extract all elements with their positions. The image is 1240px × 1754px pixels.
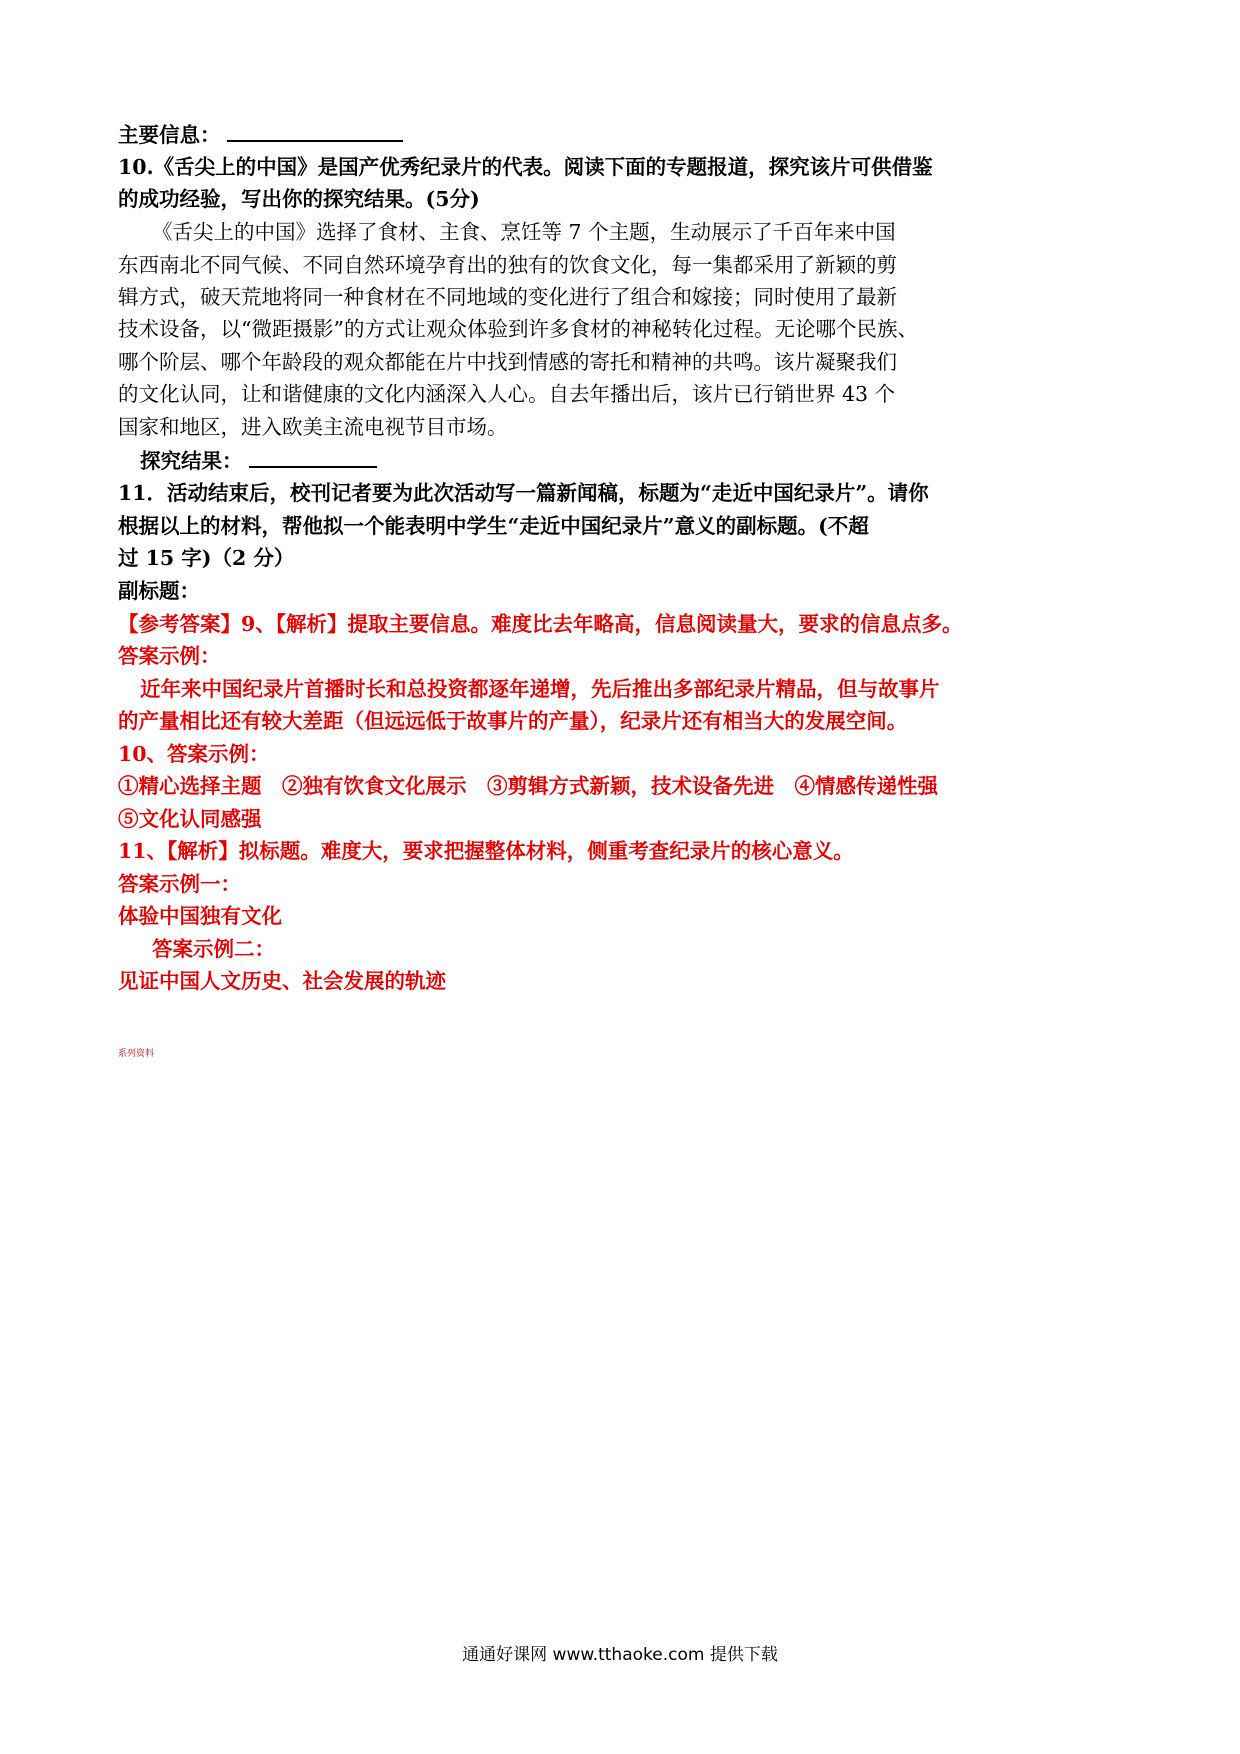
answer-line-7: ⑤文化认同感强 (118, 807, 262, 831)
answer-line-10: 体验中国独有文化 (118, 904, 282, 928)
q10-passage-line-1: 《舌尖上的中国》选择了食材、主食、烹饪等 7 个主题，生动展示了千百年来中国 (152, 220, 896, 244)
q11-prompt-line-2: 根据以上的材料，帮他拟一个能表明中学生“走近中国纪录片”意义的副标题。(不超 (118, 514, 869, 538)
answer-line-11: 答案示例二： (152, 937, 275, 961)
q10-passage-line-7: 国家和地区，进入欧美主流电视节目市场。 (118, 415, 508, 439)
answer-line-2: 答案示例： (118, 644, 221, 668)
q9-main-info-line (118, 120, 403, 150)
q10-passage-line-5: 哪个阶层、哪个年龄段的观众都能在片中找到情感的寄托和精神的共鸣。该片凝聚我们 (118, 350, 897, 374)
small-note: 系列资料 (118, 1049, 155, 1059)
answer-line-12: 见证中国人文历史、社会发展的轨迹 (118, 969, 446, 993)
answer-line-8: 11、【解析】拟标题。难度大，要求把握整体材料，侧重考查纪录片的核心意义。 (118, 839, 854, 863)
answer-blank (249, 446, 377, 468)
q11-prompt-line-1: 11．活动结束后，校刊记者要为此次活动写一篇新闻稿，标题为“走近中国纪录片”。请你 (118, 481, 929, 505)
q9-main-info-label: 主要信息： (118, 123, 221, 147)
q10-passage-line-2: 东西南北不同气候、不同自然环境孕育出的独有的饮食文化，每一集都采用了新颖的剪 (118, 253, 897, 277)
q11-answer-label: 副标题： (118, 579, 200, 603)
q10-passage-line-6: 的文化认同，让和谐健康的文化内涵深入人心。自去年播出后，该片已行销世界 43 个 (118, 382, 896, 406)
answer-line-1: 【参考答案】9、【解析】提取主要信息。难度比去年略高，信息阅读量大，要求的信息点多。 (118, 612, 963, 636)
page-footer: 通通好课网 www.tthaoke.com 提供下载 (462, 1645, 778, 1665)
answer-line-9: 答案示例一： (118, 872, 241, 896)
q10-prompt-line-2: 的成功经验，写出你的探究结果。(5分) (118, 187, 480, 211)
answer-line-3: 近年来中国纪录片首播时长和总投资都逐年递增，先后推出多部纪录片精品，但与故事片 (140, 677, 940, 701)
answer-line-6: ①精心选择主题 ②独有饮食文化展示 ③剪辑方式新颖，技术设备先进 ④情感传递性强 (118, 774, 938, 798)
q10-answer-line (140, 446, 377, 476)
q11-prompt-line-3: 过 15 字)（2 分） (118, 546, 295, 570)
answer-blank (227, 120, 403, 142)
q10-passage-line-3: 辑方式，破天荒地将同一种食材在不同地域的变化进行了组合和嫁接；同时使用了最新 (118, 285, 897, 309)
answer-line-4: 的产量相比还有较大差距（但远远低于故事片的产量），纪录片还有相当大的发展空间。 (118, 709, 908, 733)
q10-prompt-line-1: 10.《舌尖上的中国》是国产优秀纪录片的代表。阅读下面的专题报道，探究该片可供借鉴 (118, 155, 933, 179)
q10-passage-line-4: 技术设备，以“微距摄影”的方式让观众体验到许多食材的神秘转化过程。无论哪个民族、 (118, 317, 918, 341)
answer-line-5: 10、答案示例： (118, 742, 270, 766)
q10-answer-label: 探究结果： (140, 449, 243, 473)
